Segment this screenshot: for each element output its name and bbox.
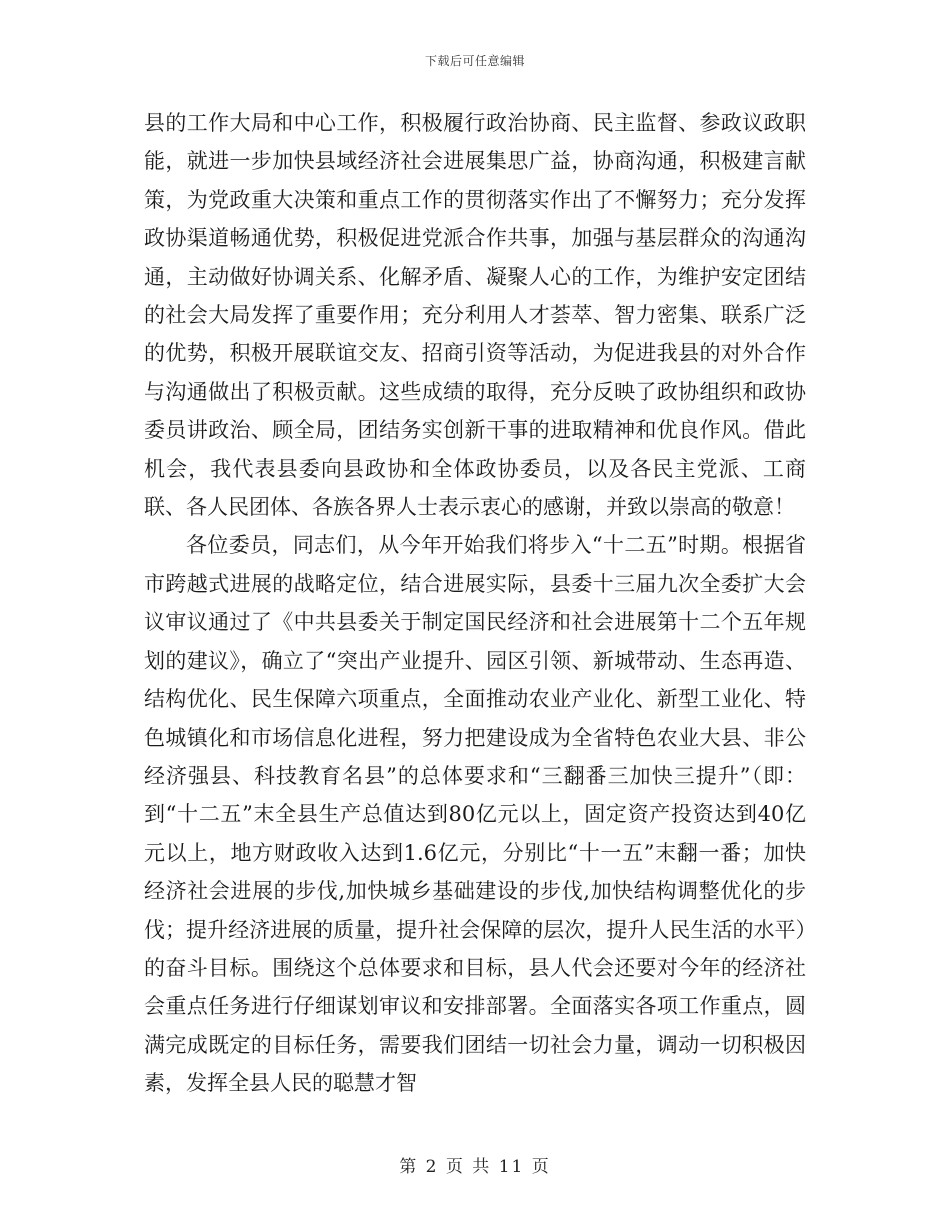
paragraph-committee-address: 各位委员，同志们，从今年开始我们将步入“十二五”时期。根据省市跨越式进展的战略定位，结合进展实际，县委十三届九次全委扩大会议审议通过了《中共县委关于制定国民经济和社会进展第十二个五年规划的建议》，确立了“突出产业提升、园区引领、新城带动、生态再造、结构优化、民生保障六项重点，全面推动农业产业化、新型工业化、特色城镇化和市场信息化进程，努力把建设成为全省特色农业大县、非公经济强县、科技教育名县”的总体要求和“三翻番三加快三提升”（即：到“十二五”末全县生产总值达到80亿元以上，固定资产投资达到40亿元以上，地方财政收入达到1.6亿元，分别比“十一五”末翻一番；加快经济社会进展的步伐,加快城乡基础建设的步伐,加快结构调整优化的步伐；提升经济进展的质量，提升社会保障的层次，提升人民生活的水平）的奋斗目标。围绕这个总体要求和目标，县人代会还要对今年的经济社会重点任务进行仔细谋划审议和安排部署。全面落实各项工作重点，圆满完成既定的目标任务，需要我们团结一切社会力量，调动一切积极因素，发挥全县人民的聪慧才智 [144,533,806,1096]
page-number-footer: 第 2 页 共 11 页 [399,1157,551,1177]
page-header: 下载后可任意编辑 [424,54,525,68]
document-body [144,104,806,1103]
paragraph-continued: 县的工作大局和中心工作，积极履行政治协商、民主监督、参政议政职能，就进一步加快县域经济社会进展集思广益，协商沟通，积极建言献策，为党政重大决策和重点工作的贯彻落实作出了不懈努力；充分发挥政协渠道畅通优势，积极促进党派合作共事，加强与基层群众的沟通沟通，主动做好协调关系、化解矛盾、凝聚人心的工作，为维护安定团结的社会大局发挥了重要作用；充分利用人才荟萃、智力密集、联系广泛的优势，积极开展联谊交友、招商引资等活动，为促进我县的对外合作与沟通做出了积极贡献。这些成绩的取得，充分反映了政协组织和政协委员讲政治、顾全局，团结务实创新干事的进取精神和优良作风。借此机会，我代表县委向县政协和全体政协委员，以及各民主党派、工商联、各人民团体、各族各界人士表示衷心的感谢，并致以崇高的敬意！ [144,111,806,520]
